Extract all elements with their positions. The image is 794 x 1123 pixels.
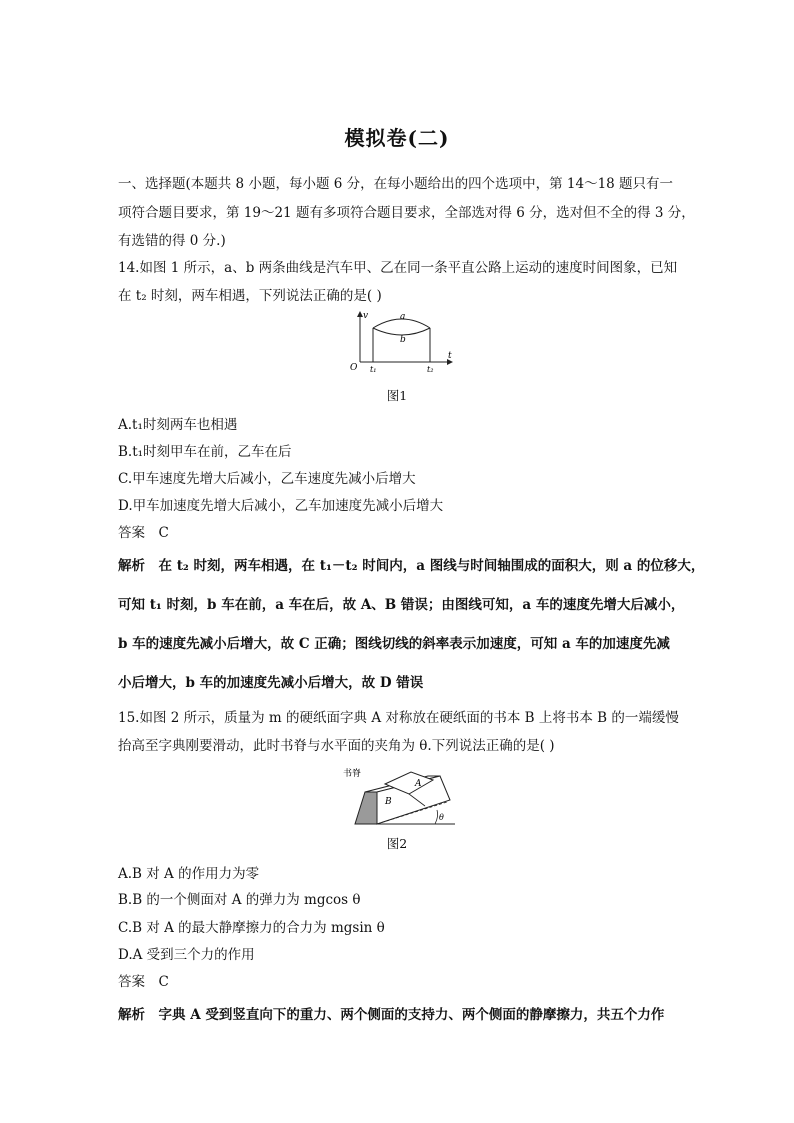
q14-analysis-line-2: 可知 t₁ 时刻，b 车在前，a 车在后，故 A、B 错误；由图线可知，a 车的速度先增大后减小， [118, 597, 685, 613]
q14-option-b: B.t₁时刻甲车在前，乙车在后 [118, 444, 292, 460]
t-label: t [448, 351, 452, 361]
v-label: v [363, 311, 369, 321]
spine-label: 书脊 [343, 769, 362, 779]
curve-a-label: a [400, 312, 406, 322]
label-b: B [385, 797, 392, 807]
q15-option-d: D.A 受到三个力的作用 [118, 947, 255, 963]
q15-option-a: A.B 对 A 的作用力为零 [118, 866, 260, 882]
t1-label: t₁ [370, 365, 377, 374]
q14-stem-line-2: 在 t₂ 时刻，两车相遇，下列说法正确的是( ) [118, 288, 382, 304]
theta-label: θ [439, 813, 444, 822]
theta-arc [435, 810, 438, 824]
q15-stem-line-2: 抬高至字典刚要滑动，此时书脊与水平面的夹角为 θ.下列说法正确的是( ) [118, 738, 555, 754]
figure-2-caption: 图2 [386, 836, 408, 851]
q15-stem-line-1: 15.如图 2 所示，质量为 m 的硬纸面字典 A 对称放在硬纸面的书本 B 上将书本 B 的一端缓慢 [118, 710, 679, 726]
q14-option-d: D.甲车加速度先增大后减小，乙车加速度先减小后增大 [118, 498, 444, 514]
q15-option-c: C.B 对 A 的最大静摩擦力的合力为 mgsin θ [118, 920, 385, 936]
label-a: A [415, 779, 422, 789]
q14-analysis-line-3: b 车的速度先减小后增大，故 C 正确；图线切线的斜率表示加速度，可知 a 车的加速度先减 [118, 636, 670, 652]
page-title: 模拟卷(二) [344, 126, 450, 150]
figure-1-caption: 图1 [386, 388, 408, 403]
q14-stem-line-1: 14.如图 1 所示，a、b 两条曲线是汽车甲、乙在同一条平直公路上运动的速度时间图象，已知 [118, 260, 678, 276]
q14-analysis-line-4: 小后增大，b 车的加速度先减小后增大，故 D 错误 [118, 675, 424, 691]
q14-answer: 答案 C [118, 525, 169, 541]
figure-2-book-dictionary [335, 762, 465, 830]
intro-line-2: 项符合题目要求，第 19～21 题有多项符合题目要求，全部选对得 6 分，选对但不全的得 3 分， [118, 205, 695, 221]
q15-answer: 答案 C [118, 974, 169, 990]
q15-analysis-line-1: 解析 字典 A 受到竖直向下的重力、两个侧面的支持力、两个侧面的静摩擦力，共五个力作 [118, 1007, 665, 1023]
curve-b-label: b [400, 335, 406, 345]
q15-option-b: B.B 的一个侧面对 A 的弹力为 mgcos θ [118, 892, 361, 908]
origin-label: O [350, 363, 358, 373]
q14-analysis-line-1: 解析 在 t₂ 时刻，两车相遇，在 t₁－t₂ 时间内，a 图线与时间轴围成的面积大，则 a 的位移大， [118, 558, 705, 574]
t2-label: t₂ [427, 365, 434, 374]
q14-option-c: C.甲车速度先增大后减小，乙车速度先减小后增大 [118, 471, 416, 487]
figure-1-vt-graph [340, 306, 460, 376]
intro-line-3: 有选错的得 0 分.) [118, 233, 226, 249]
intro-line-1: 一、选择题(本题共 8 小题，每小题 6 分，在每小题给出的四个选项中，第 14～18 题只有一 [118, 176, 674, 192]
book-b-end [355, 792, 377, 824]
q14-option-a: A.t₁时刻两车也相遇 [118, 417, 238, 433]
curve-b [373, 328, 430, 335]
